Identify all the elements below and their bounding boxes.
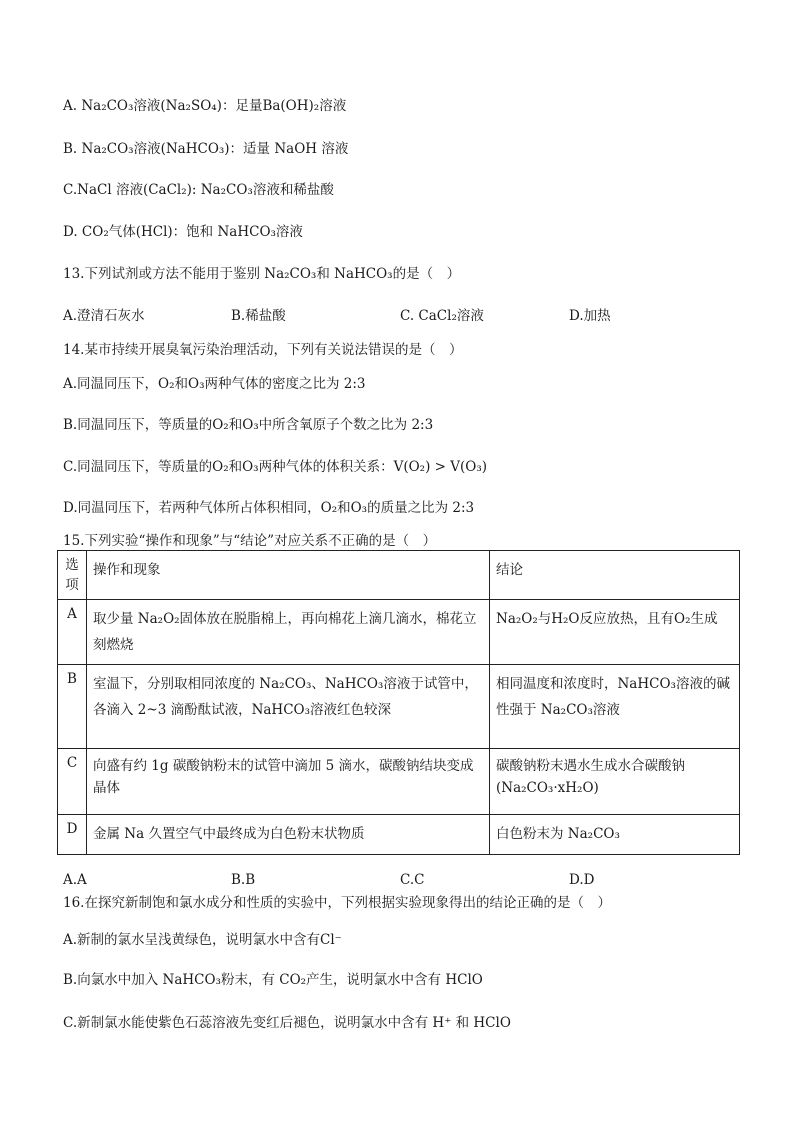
q14-option-d: D.同温同压下，若两种气体所占体积相同，O₂和O₃的质量之比为 2:3	[63, 500, 475, 516]
q13-option-c: C. CaCl₂溶液	[400, 308, 484, 324]
q14-option-b: B.同温同压下，等质量的O₂和O₃中所含氧原子个数之比为 2:3	[63, 417, 434, 433]
q12-option-b: B. Na₂CO₃溶液(NaHCO₃)：适量 NaOH 溶液	[63, 141, 349, 157]
q16-option-c: C.新制氯水能使紫色石蕊溶液先变红后褪色，说明氯水中含有 H⁺ 和 HClO	[63, 1015, 511, 1031]
table-row	[58, 749, 740, 815]
row-key: A	[58, 600, 87, 665]
q16-stem: 16.在探究新制饱和氯水成分和性质的实验中，下列根据实验现象得出的结论正确的是（ ）	[63, 895, 611, 911]
header-key: 选项	[58, 551, 87, 600]
q12-option-c: C.NaCl 溶液(CaCl₂): Na₂CO₃溶液和稀盐酸	[63, 182, 334, 198]
table-row	[58, 665, 740, 749]
q16-option-b: B.向氯水中加入 NaHCO₃粉末，有 CO₂产生，说明氯水中含有 HClO	[63, 972, 483, 988]
q16-option-a: A.新制的氯水呈浅黄绿色，说明氯水中含有Cl⁻	[63, 932, 342, 948]
q15-option-b: B.B	[231, 872, 256, 888]
q14-stem: 14.某市持续开展臭氧污染治理活动，下列有关说法错误的是（ ）	[63, 342, 463, 358]
row-key: B	[58, 665, 87, 749]
q14-option-a: A.同温同压下，O₂和O₃两种气体的密度之比为 2:3	[63, 376, 366, 392]
q15-option-d: D.D	[569, 872, 595, 888]
q14-option-c: C.同温同压下，等质量的O₂和O₃两种气体的体积关系：V(O₂) > V(O₃)	[63, 459, 488, 475]
q15-table	[57, 550, 740, 855]
table-row	[58, 815, 740, 855]
q12-option-a: A. Na₂CO₃溶液(Na₂SO₄)：足量Ba(OH)₂溶液	[63, 98, 347, 114]
row-conclusion: 相同温度和浓度时，NaHCO₃溶液的碱性强于 Na₂CO₃溶液	[490, 665, 740, 749]
row-conclusion: 碳酸钠粉末遇水生成水合碳酸钠(Na₂CO₃·xH₂O)	[490, 749, 740, 815]
q13-stem: 13.下列试剂或方法不能用于鉴别 Na₂CO₃和 NaHCO₃的是（ ）	[63, 266, 461, 282]
q12-option-d: D. CO₂气体(HCl)：饱和 NaHCO₃溶液	[63, 224, 303, 240]
q15-option-a: A.A	[63, 872, 87, 888]
row-key: D	[58, 815, 87, 855]
q13-option-b: B.稀盐酸	[231, 308, 286, 324]
header-operation: 操作和现象	[87, 551, 490, 600]
row-key: C	[58, 749, 87, 815]
q15-option-c: C.C	[400, 872, 425, 888]
row-operation: 金属 Na 久置空气中最终成为白色粉末状物质	[87, 815, 490, 855]
q15-options	[63, 870, 743, 890]
q13-option-d: D.加热	[569, 308, 611, 324]
q15-stem: 15.下列实验“操作和现象”与“结论”对应关系不正确的是（ ）	[63, 533, 437, 549]
row-operation: 取少量 Na₂O₂固体放在脱脂棉上，再向棉花上滴几滴水，棉花立刻燃烧	[87, 600, 490, 665]
table-row	[58, 600, 740, 665]
row-conclusion: 白色粉末为 Na₂CO₃	[490, 815, 740, 855]
row-operation: 室温下，分别取相同浓度的 Na₂CO₃、NaHCO₃溶液于试管中，各滴入 2~3 滴酚酞试液，NaHCO₃溶液红色较深	[87, 665, 490, 749]
row-conclusion: Na₂O₂与H₂O反应放热，且有O₂生成	[490, 600, 740, 665]
table-header-row	[58, 551, 740, 600]
q13-options	[63, 306, 743, 326]
header-conclusion: 结论	[490, 551, 740, 600]
q13-option-a: A.澄清石灰水	[63, 308, 145, 324]
row-operation: 向盛有约 1g 碳酸钠粉末的试管中滴加 5 滴水，碳酸钠结块变成晶体	[87, 749, 490, 815]
